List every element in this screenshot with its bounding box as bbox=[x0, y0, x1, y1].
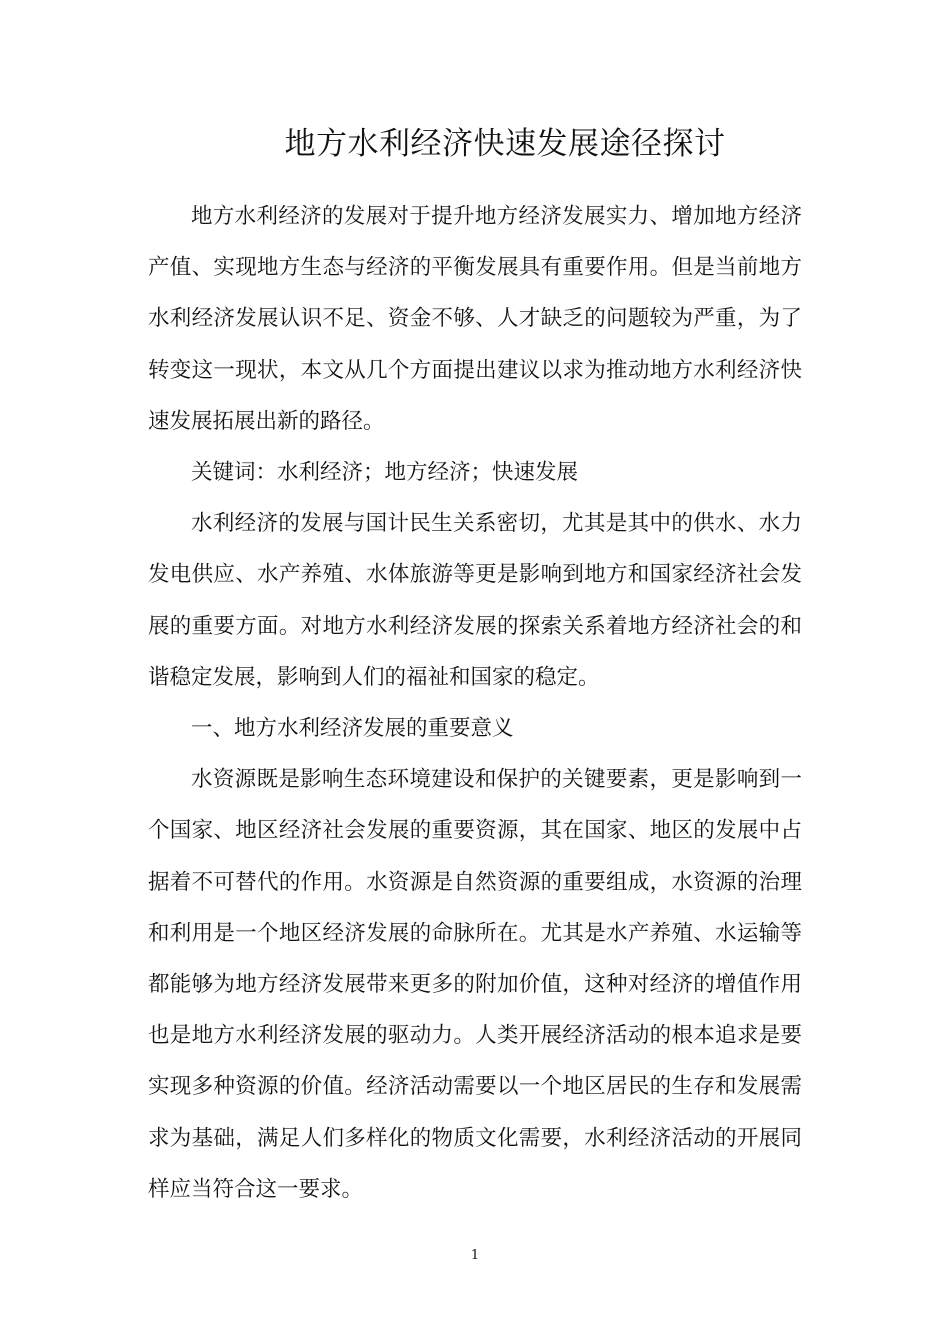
section-paragraph: 水资源既是影响生态环境建设和保护的关键要素，更是影响到一个国家、地区经济社会发展的重要资源，其在国家、地区的发展中占据着不可替代的作用。水资源是自然资源的重要组成，水资源的治理和利用是一个地区经济发展的命脉所在。尤其是水产养殖、水运输等都能够为地方经济发展带来更多的附加价值，这种对经济的增值作用也是地方水利经济发展的驱动力。人类开展经济活动的根本追求是要实现多种资源的价值。经济活动需要以一个地区居民的生存和发展需求为基础，满足人们多样化的物质文化需要，水利经济活动的开展同样应当符合这一要求。 bbox=[148, 767, 802, 1202]
document-body bbox=[148, 191, 802, 1215]
page-title: 地方水利经济快速发展途径探讨 bbox=[284, 126, 726, 162]
keywords-paragraph: 关键词：水利经济；地方经济；快速发展 bbox=[191, 460, 579, 486]
section-heading: 一、地方水利经济发展的重要意义 bbox=[191, 716, 514, 742]
abstract-paragraph: 地方水利经济的发展对于提升地方经济发展实力、增加地方经济产值、实现地方生态与经济的平衡发展具有重要作用。但是当前地方水利经济发展认识不足、资金不够、人才缺乏的问题较为严重，为了转变这一现状，本文从几个方面提出建议以求为推动地方水利经济快速发展拓展出新的路径。 bbox=[148, 204, 802, 434]
intro-paragraph: 水利经济的发展与国计民生关系密切，尤其是其中的供水、水力发电供应、水产养殖、水体旅游等更是影响到地方和国家经济社会发展的重要方面。对地方水利经济发展的探索关系着地方经济社会的和谐稳定发展，影响到人们的福祉和国家的稳定。 bbox=[148, 511, 802, 690]
page-number: 1 bbox=[470, 1248, 480, 1263]
